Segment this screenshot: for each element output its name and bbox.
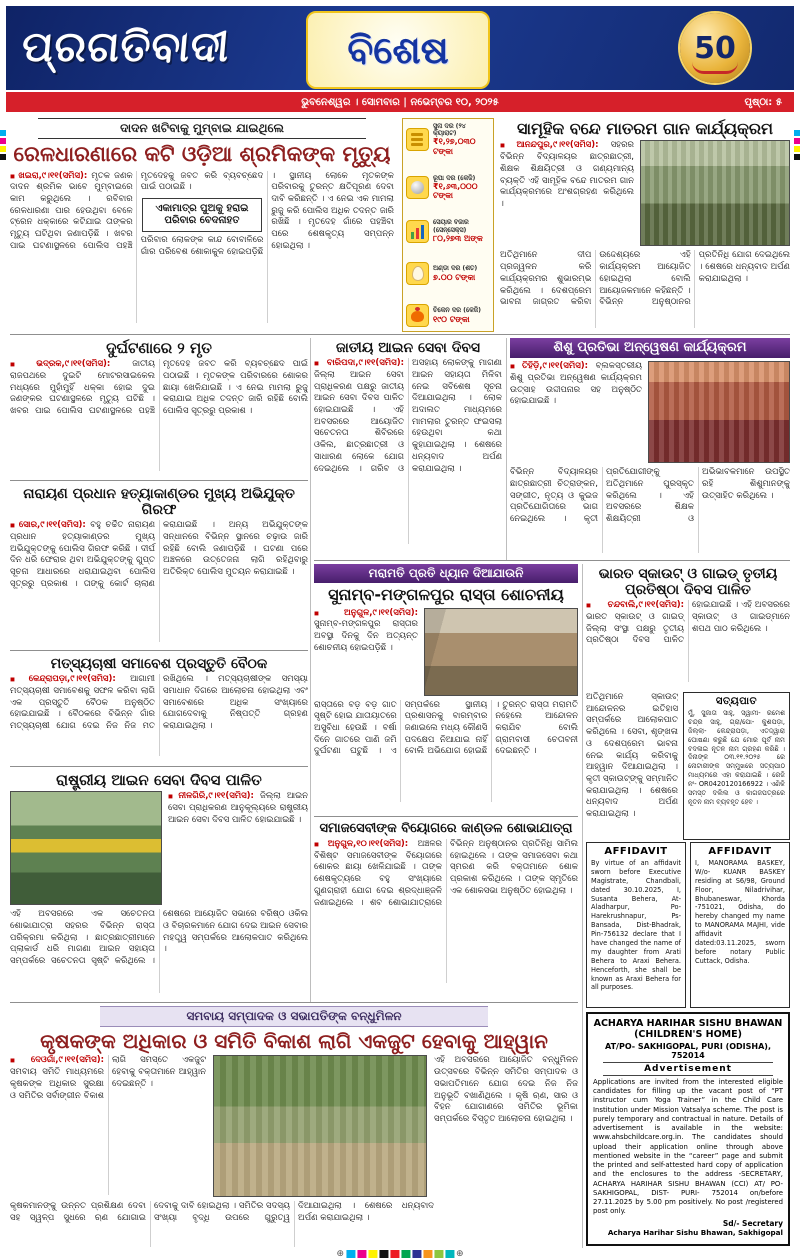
ad-signature-org: Acharya Harihar Sishu Bhawan, Sakhigopal: [607, 1227, 783, 1237]
rasta-body-bottom: [314, 700, 578, 802]
article-narayan: [10, 480, 308, 648]
rasta-dateline: ◼ ଅନୁଗୁଳ,୯।୧୧(ସମିସ):: [314, 608, 418, 618]
photo-law-day-rally: [10, 791, 162, 905]
samajsevi-dateline: ◼ ଅନୁଗୁଳ,୧୦।୧୧(ସମିସ):: [314, 839, 408, 849]
egg-icon: [406, 262, 429, 285]
ad-body-text: Applications are invited from the interested eligible candidates for filling up the vacant post of “PT instructor cum Yoga Trainer” in the Child Care Institution under Mission Vatsalya scheme. The post is purely temporary and contractual in nature. Details of advertisement is available in the website: www.ahsbchildcare.org.in. The candidates should upload their application online through above mentioned website in the “career” page and submit the printed and self-attested hard copy of application and the enclosures to the address -SECRETARY, ACHARYA HARIHAR SISHU BHAWAN (CCI) AT/ PO- SAKHIGOPAL, DIST- PURI- 752014 on/before 27.11.2025 by 5.00 pm positively. No post /registered post only.: [593, 1077, 783, 1216]
rastriya-text-1: ଜିଲ୍ଲା ଆଇନ ସେବା ପ୍ରାଧିକରଣ ଆନୁକୂଲ୍ୟରେ ରାଷ୍ଟ୍ରୀୟ ଆଇନ ସେବା ଦିବସ ପାଳିତ ହୋଇଯାଇଛି ।: [168, 791, 308, 825]
section-divider: [10, 1002, 578, 1003]
stock-chart-icon: [406, 220, 429, 243]
rate-label: ରୂପା ଦର (କେଜି): [433, 174, 476, 182]
photo-bande-mataram-group: [640, 140, 790, 246]
bande-text-2: ଅତିଥିମାନେ ଦୀପ ପ୍ରଜ୍ୱଳନ କରି କାର୍ଯ୍ୟକ୍ରମର ଶୁଭାରମ୍ଭ କରିଥିଲେ । ଦେଶପ୍ରେମ ଭାବନା ଜାଗ୍ରତ କରିବା ଉଦ୍ଦେଶ୍ୟରେ ଏହି କାର୍ଯ୍ୟକ୍ରମ ଆୟୋଜିତ ହୋଇଥିଲା ବୋଲି ଆୟୋଜକମାନେ କହିଛନ୍ତି । ବିଭିନ୍ନ ଅନୁଷ୍ଠାନର ପ୍ରତିନିଧି ଯୋଗ ଦେଇଥିଲେ । ଶେଷରେ ଧନ୍ୟବାଦ ଅର୍ପଣ କରାଯାଇଥିଲା ।: [500, 250, 790, 308]
article-lead: [10, 118, 394, 332]
article-krushak: [10, 1006, 578, 1246]
print-registration-marks-right: [794, 130, 800, 160]
affidavit-2-body: I, MANORAMA BASKEY, W/o- KUANR BASKEY residing at S6/98, Ground Floor, Niladrivihar, Bhubaneswar, Khorda -751021, Odisha, do hereby changed my name to MANORAMA MAJHI, vide affidavit dated:03.11.2025, sworn before notary Public Cuttack, Odisha.: [695, 859, 785, 965]
date-line: ଭୁବନେଶ୍ୱର । ସୋମବାର | ନଭେମ୍ବର ୧୦, ୨୦୨୫: [301, 96, 499, 108]
section-divider: [10, 334, 790, 335]
krushak-body-bottom: [10, 1201, 578, 1247]
satyapata-notice: [683, 692, 790, 840]
jatiya-headline: ଜାତୀୟ ଆଇନ ସେବା ଦିବସ: [335, 340, 481, 356]
satyapata-title: ସତ୍ୟପାତ: [715, 696, 758, 707]
chicken-icon: [406, 304, 429, 327]
rate-label: ସୁନା ଦର (୨୪ କ୍ୟାରାଟ): [433, 123, 466, 138]
krushak-headline: କୃଷକଙ୍କ ଅଧିକାର ଓ ସମିତି ବିକାଶ ଲାଗି ଏକଜୁଟ ହେବାକୁ ଆହ୍ୱାନ: [40, 1029, 548, 1053]
affidavit-notice-1: [586, 842, 686, 1008]
print-registration-marks-left: [0, 130, 6, 160]
sishu-headline: ଶିଶୁ ପ୍ରତିଭା ଅନ୍ୱେଷଣ କାର୍ଯ୍ୟକ୍ରମ: [510, 338, 790, 358]
samajsevi-body: [314, 839, 578, 983]
anniversary-number: 50: [694, 30, 736, 66]
anniversary-50-emblem: [680, 13, 750, 83]
newspaper-title: ପ୍ରଗତିବାଦୀ: [19, 22, 232, 71]
bande-body-bottom: [500, 250, 790, 328]
matsya-headline: ମତ୍ସ୍ୟଚାଷୀ ସମାବେଶ ପ୍ରସ୍ତୁତି ବୈଠକ: [50, 656, 268, 672]
article-rasta: [314, 564, 578, 812]
bande-dateline: ◼ ଆନନ୍ଦପୁର,୯।୧୧(ସମିସ):: [500, 140, 599, 150]
jatiya-dateline: ◼ ବାରିପଦା,୯।୧୧(ସମିସ):: [314, 358, 404, 368]
article-durghatana: [10, 338, 308, 478]
registration-mark: ⊕: [456, 1249, 464, 1259]
article-bande-mataram: [500, 118, 790, 332]
scouts-continuation-and-satyapata: [586, 692, 790, 840]
matsya-dateline: ◼ କେନ୍ଦ୍ରାପଡ଼ା,୯।୧୧(ସମିସ):: [10, 674, 116, 684]
lead-dateline: ◼ ଖଇରା,୯।୧୧(ସମିସ):: [10, 171, 87, 181]
sishu-body-left: [510, 361, 642, 461]
section-divider: [314, 560, 790, 561]
rastriya-body-right: [168, 791, 308, 903]
column-rule: [582, 564, 583, 1248]
rastriya-dateline: ◼ ନୀଳଗିରି,୯।୧୧(ସମିସ):: [168, 791, 254, 801]
samajsevi-text: ଅଞ୍ଚଳର ବିଶିଷ୍ଟ ସମାଜସେବୀଙ୍କ ବିୟୋଗରେ ଶୋକର ଛାୟା ଖେଳିଯାଇଛି । ତାଙ୍କ ଶେଷକୃତ୍ୟରେ ବହୁ ସଂଖ୍ୟାରେ ଗୁଣଗ୍ରାହୀ ଯୋଗ ଦେଇ ଶ୍ରଦ୍ଧାଞ୍ଜଳି ଜଣାଇଥିଲେ । ଶବ ଶୋଭାଯାତ୍ରାରେ ବିଭିନ୍ନ ଅନୁଷ୍ଠାନର ପ୍ରତିନିଧି ସାମିଲ ହୋଇଥିଲେ । ତାଙ୍କ ସମାଜସେବା କଥା ସ୍ମରଣ କରି ବକ୍ତାମାନେ ଶୋକ ପ୍ରକାଶ କରିଥିଲେ । ତାଙ୍କ ସ୍ମୃତିରେ ଏକ ଶୋକସଭା ଅନୁଷ୍ଠିତ ହୋଇଥିଲା ।: [314, 838, 578, 908]
rate-value: ୭.୦୦ ଟଙ୍କା: [433, 272, 476, 282]
print-color-bar: [336, 1250, 463, 1258]
bande-body-left: [500, 140, 634, 244]
rate-value: ₹୧,୬୩,୦୦୦ ଟଙ୍କା: [433, 182, 478, 201]
article-scouts: [586, 564, 790, 690]
krushak-body-left: [10, 1055, 206, 1195]
rastriya-text-2: ଏହି ଅବସରରେ ଏକ ସଚେତନତା ଶୋଭାଯାତ୍ରା ସହରର ବିଭିନ୍ନ ରାସ୍ତା ପରିକ୍ରମା କରିଥିଲା । ଛାତ୍ରଛାତ୍ରୀମାନେ ପ୍ଲାକାର୍ଡ ଧରି ମାଗଣା ଆଇନ ସହାୟତା ସମ୍ପର୍କରେ ସଚେତନତା ସୃଷ୍ଟି କରିଥିଲେ । ଶେଷରେ ଆୟୋଜିତ ସଭାରେ ବରିଷ୍ଠ ଓକିଲ ଓ ବିଚାରକମାନେ ଯୋଗ ଦେଇ ଆଇନ ସେବାର ମହତ୍ତ୍ୱ ସମ୍ପର୍କରେ ଆଲୋକପାତ କରିଥିଲେ ।: [10, 909, 308, 967]
affidavit-1-title: AFFIDAVIT: [604, 846, 668, 857]
jatiya-body: [314, 358, 502, 544]
rasta-headline: ସୁନାମ୍ବ-ମଙ୍ଗଳପୁର ରାସ୍ତା ଶୋଚନୀୟ: [328, 585, 564, 605]
matsya-text: ଆଗାମୀ ମତ୍ସ୍ୟଚାଷୀ ସମାବେଶକୁ ସଫଳ କରିବା ଲାଗି ଏକ ପ୍ରସ୍ତୁତି ବୈଠକ ଅନୁଷ୍ଠିତ ହୋଇଯାଇଛି । ବୈଠକରେ ବିଭିନ୍ନ ଗାଁର ମତ୍ସ୍ୟଚାଷୀ ଯୋଗ ଦେଇ ନିଜ ନିଜ ମତ ରଖିଥିଲେ । ମତ୍ସ୍ୟଚାଷୀଙ୍କ ସମସ୍ୟା ସମାଧାନ ଦିଗରେ ଆଲୋଚନା ହୋଇଥିଲା ଏବଂ ସମାବେଶରେ ଅଧିକ ସଂଖ୍ୟାରେ ଯୋଗଦେବାକୁ ନିଷ୍ପତ୍ତି ଗ୍ରହଣ କରାଯାଇଥିଲା ।: [10, 674, 308, 731]
ad-label: Advertisement: [603, 1062, 773, 1076]
rate-label: ଅଣ୍ଡା ଦର (ଶତ): [433, 265, 478, 273]
rasta-text-2: ରାସ୍ତାରେ ବଡ଼ ବଡ଼ ଗାତ ସୃଷ୍ଟି ହୋଇ ଯାତାୟାତରେ ଅସୁବିଧା ହେଉଛି । ବର୍ଷା ଦିନେ ଗାତରେ ପାଣି ଜମି ଦୁର୍ଘଟଣା ଘଟୁଛି । ଏ ସମ୍ପର୍କରେ ସ୍ଥାନୀୟ ପ୍ରଶାସନକୁ ବାରମ୍ବାର ଜଣାଇଲେ ମଧ୍ୟ କୌଣସି ପଦକ୍ଷେପ ନିଆଯାଇ ନାହିଁ ବୋଲି ଅଭିଯୋଗ ହୋଇଛି । ତୁରନ୍ତ ରାସ୍ତା ମରାମତି ନହେଲେ ଆନ୍ଦୋଳନ କରାଯିବ ବୋଲି ଗ୍ରାମବାସୀ ଚେତାବନୀ ଦେଇଛନ୍ତି ।: [314, 699, 578, 757]
scouts-body-continued: [586, 692, 678, 840]
samajsevi-headline: ସମାଜସେବୀଙ୍କ ବିୟୋଗରେ କାଣ୍ଡଳ ଶୋଭାଯାତ୍ରା: [319, 821, 573, 836]
photo-damaged-road: [424, 608, 578, 696]
date-bar: [6, 92, 794, 112]
affidavit-notice-2: [690, 842, 790, 1008]
article-rastriya: [10, 766, 308, 1000]
edition-label: ବିଶେଷ: [347, 27, 449, 72]
sishu-text-1: ବ୍ଲକସ୍ତରୀୟ ଶିଶୁ ପ୍ରତିଭା ଅନ୍ୱେଷଣ କାର୍ଯ୍ୟକ୍ରମ ଉତ୍ସାହ ଉଦ୍ଦୀପନାର ସହ ଅନୁଷ୍ଠିତ ହୋଇଯାଇଛି ।: [510, 361, 642, 407]
narayan-headline: ନାରାୟଣ ପ୍ରଧାନ ହତ୍ୟାକାଣ୍ଡର ମୁଖ୍ୟ ଅଭିଯୁକ୍ତ ଗିରଫ: [23, 486, 295, 519]
gold-bars-icon: [406, 128, 429, 151]
durghatana-body: [10, 359, 308, 471]
bande-headline: ସାମୂହିକ ବନ୍ଦେ ମାତରମ ଗାନ କାର୍ଯ୍ୟକ୍ରମ: [516, 119, 774, 138]
photo-sishu-stage: [648, 361, 790, 463]
jatiya-text: ଜିଲ୍ଲା ଆଇନ ସେବା ପ୍ରାଧିକରଣ ପକ୍ଷରୁ ଜାତୀୟ ଆଇନ ସେବା ଦିବସ ପାଳିତ ହୋଇଯାଇଛି । ଏହି ଅବସରରେ ଆୟୋଜିତ ସଚେତନତା ଶିବିରରେ ଓକିଲ, ଛାତ୍ରଛାତ୍ରୀ ଓ ସାଧାରଣ ଲୋକେ ଯୋଗ ଦେଇଥିଲେ । ଗରିବ ଓ ଅସହାୟ ଲୋକଙ୍କୁ ମାଗଣା ଆଇନ ସହାୟତା ମିଳିବା ନେଇ ସବିଶେଷ ସୂଚନା ଦିଆଯାଇଥିଲା । ଲୋକ ଅଦାଲତ ମାଧ୍ୟମରେ ମାମଲାର ତୁରନ୍ତ ଫଇସଲା ହେଉଥିବା କଥା କୁହାଯାଇଥିଲା । ଶେଷରେ ଧନ୍ୟବାଦ ଅର୍ପଣ କରାଯାଇଥିଲା ।: [314, 358, 502, 474]
rate-row-sensex: [406, 219, 490, 243]
article-sishu: [510, 338, 790, 558]
durghatana-dateline: ◼ ଭଦ୍ରକ,୯।୧୧(ସମିସ):: [10, 359, 110, 369]
ad-signature: Sd/- Secretary: [722, 1218, 783, 1228]
scouts-dateline: ◼ ଚନ୍ଦବାଲି,୯।୧୧(ସମିସ):: [586, 600, 684, 610]
krushak-kicker: ସମବାୟ ସମ୍ପାଦକ ଓ ସଭାପତିଙ୍କ ବନ୍ଧୁମିଳନ: [100, 1006, 488, 1027]
durghatana-text: ଜାତୀୟ ରାଜପଥରେ ଦୁଇଟି ମୋଟରସାଇକେଲ ମଧ୍ୟରେ ମୁହାଁମୁହିଁ ଧକ୍କା ହୋଇ ଦୁଇ ଜଣଙ୍କର ଘଟଣାସ୍ଥଳରେ ମୃତ୍ୟୁ ଘଟିଛି । ଖବର ପାଇ ପୋଲିସ ଘଟଣାସ୍ଥଳରେ ପହଞ୍ଚି ମୃତଦେହ ଜବତ କରି ବ୍ୟବଚ୍ଛେଦ ପାଇଁ ପଠାଇଛି । ମୃତକଙ୍କ ପରିବାରରେ ଶୋକର ଛାୟା ଖେଳିଯାଇଛି । ଏ ନେଇ ମାମଲା ରୁଜୁ କରାଯାଇ ଅଧିକ ତଦନ୍ତ ଜାରି ରହିଛି ବୋଲି ପୋଲିସ ସୂତ୍ରରୁ ପ୍ରକାଶ ।: [10, 359, 308, 417]
registration-mark: ⊕: [336, 1249, 344, 1259]
column-rule: [310, 338, 311, 1002]
rasta-kicker: ମରାମତି ପ୍ରତି ଧ୍ୟାନ ଦିଆଯାଉନି: [314, 564, 578, 583]
ad-org-address: AT/PO- SAKHIGOPAL, PURI (ODISHA), 752014: [605, 1041, 771, 1060]
masthead: [6, 6, 794, 90]
satyapata-body: ମୁଁ, ସୁଜାତା ସାହୁ, ସ୍ୱାମୀ- ରମେଶ ଚନ୍ଦ୍ର ସାହୁ, ଗ୍ରା/ପୋ- କୁଶପଡ଼ା, ଜିଲ୍ଲା- କେନ୍ଦ୍ରାପଡ଼ା, ଏତଦ୍ଦ୍ୱାରା ଘୋଷଣା କରୁଛି ଯେ ମୋର ପୂର୍ବ ନାମ ବଦଳାଇ ନୂତନ ନାମ ଗ୍ରହଣ କରିଛି । ଦିନାଙ୍କ ୦୩.୧୧.୨୦୨୫ ରେ ନୋଟାରୀଙ୍କ ସମ୍ମୁଖରେ ସତ୍ୟପାଠ ମାଧ୍ୟମରେ ଏହା କରାଯାଇଛି । ରେଜି ନଂ- OR0420120166922 । ଏଣିକି ସମସ୍ତ ଦଲିଲ ଓ କାଗଜପତ୍ରରେ ନୂତନ ନାମ ବ୍ୟବହୃତ ହେବ ।: [688, 709, 785, 806]
scouts-headline: ଭାରତ ସ୍କାଉଟ୍ ଓ ଗାଇଡ୍ ତୃତୀୟ ପ୍ରତିଷ୍ଠା ଦିବସ ପାଳିତ: [598, 566, 778, 599]
market-rates-box: [402, 118, 494, 332]
article-matsya: [10, 650, 308, 764]
sishu-text-2: ବିଭିନ୍ନ ବିଦ୍ୟାଳୟର ଛାତ୍ରଛାତ୍ରୀ ଚିତ୍ରାଙ୍କନ, ସଙ୍ଗୀତ, ନୃତ୍ୟ ଓ କୁଇଜ ପ୍ରତିଯୋଗିତାରେ ଭାଗ ନେଇଥିଲେ । କୃତୀ ପ୍ରତିଯୋଗୀଙ୍କୁ ଅତିଥିମାନେ ପୁରସ୍କୃତ କରିଥିଲେ । ଏହି ଅବସରରେ ଶିକ୍ଷକ ଶିକ୍ଷୟିତ୍ରୀ ଓ ଅଭିଭାବକମାନେ ଉପସ୍ଥିତ ରହି ଶିଶୁମାନଙ୍କୁ ଉତ୍ସାହିତ କରିଥିଲେ ।: [510, 467, 790, 525]
rate-label: ସେୟାର ବଜାର (ସେନ୍ସେକ୍ସ): [433, 219, 469, 234]
affidavit-1-body: By virtue of an affidavit sworn before Executive Magistrate, Chandbali, dated 30.10.2025, I, Susanta Behera, At-Aladharpur, Po-Harekrushnapur, Ps-Bansada, Dist-Bhadrak, Pin-756132 declare that I have changed the name of my daughter from Arati Behera to Araxi Behera. Henceforth, she shall be known as Araxi Behera for all purposes.: [591, 859, 681, 992]
rate-value: ୮୦,୨୭୩ ଅଙ୍କ: [433, 233, 483, 243]
article-samajsevi: [314, 816, 578, 1000]
lead-headline: ରେଳଧାରଣାରେ କଟି ଓଡ଼ିଆ ଶ୍ରମିକଙ୍କ ମୃତ୍ୟୁ: [13, 142, 391, 166]
rate-row-gold: [406, 123, 490, 156]
ad-org-name: ACHARYA HARIHAR SISHU BHAWAN (CHILDREN'S HOME): [593, 1018, 783, 1041]
rate-row-egg: [406, 262, 490, 285]
rate-row-chicken: [406, 304, 490, 327]
rate-value: ₹୧,୨୭,୦୩୦ ଟଙ୍କା: [433, 137, 476, 156]
lead-kicker: ଦାଦନ ଖଟିବାକୁ ମୁମ୍ବାଇ ଯାଇଥିଲେ: [38, 118, 366, 139]
krushak-body-right: [434, 1055, 578, 1195]
krushak-text-2: ଏହି ଅବସରରେ ଆୟୋଜିତ ବନ୍ଧୁମିଳନ ଉତ୍ସବରେ ବିଭିନ୍ନ ସମିତିର ସମ୍ପାଦକ ଓ ସଭାପତିମାନେ ଯୋଗ ଦେଇ ନିଜ ନିଜ ଅନୁଭୂତି ବଖାଣିଥିଲେ । କୃଷି ଋଣ, ସାର ଓ ବିହନ ଯୋଗାଣରେ ସମିତିର ଭୂମିକା ସମ୍ପର୍କରେ ବିସ୍ତୃତ ଆଲୋଚନା ହୋଇଥିଲା ।: [434, 1055, 578, 1124]
krushak-dateline: ◼ ଦେଓଗାଁ,୯।୧୧(ସମିସ):: [10, 1055, 104, 1065]
lead-text-1: ମୃତକ ଜଣକ ଦାଦନ ଶ୍ରମିକ ଭାବେ ମୁମ୍ବାଇରେ କାମ କରୁଥିଲେ । ରବିବାର ରେଳଧାରଣା ପାର ହେଉଥିବା ବେଳେ ଟ୍ରେନ ଧକ୍କାରେ କଟିଯାଇ ତାଙ୍କର ମୃତ୍ୟୁ ଘଟିଥିବା ଜଣାପଡ଼ିଛି । ଖବର ପାଇ ଘଟଣାସ୍ଥଳରେ ପୋଲିସ ପହଞ୍ଚି ମୃତଦେହକୁ ଜବତ କରି ବ୍ୟବଚ୍ଛେଦ ପାଇଁ ପଠାଇଛି ।: [10, 170, 264, 251]
sishu-dateline: ◼ ତିହିଡ଼ି,୯।୧୧(ସମିସ):: [510, 361, 588, 371]
narayan-dateline: ◼ ସୋର,୯।୧୧(ସମିସ):: [10, 520, 86, 530]
scouts-text-1: ଭାରତ ସ୍କାଉଟ୍ ଓ ଗାଇଡ୍ ଜିଲ୍ଲା ସଂସ୍ଥା ପକ୍ଷରୁ ତୃତୀୟ ପ୍ରତିଷ୍ଠା ଦିବସ ପାଳିତ ହୋଇଯାଇଛି । ଏହି ଅବସରରେ ସ୍କାଉଟ୍ ଓ ଗାଇଡ୍‌ମାନେ ଶପଥ ପାଠ କରିଥିଲେ ।: [586, 600, 790, 646]
matsya-body: [10, 674, 308, 756]
rate-value: ୧୯୦ ଟଙ୍କା: [433, 314, 470, 324]
rate-row-silver: [406, 175, 490, 201]
advertisement-box: [586, 1012, 790, 1246]
sishu-body-bottom: [510, 467, 790, 553]
affidavit-row: [586, 842, 790, 1008]
silver-coin-icon: [406, 176, 429, 199]
lead-body: [10, 171, 394, 323]
krushak-text-1: ସମବାୟ ସମିତି ମାଧ୍ୟମରେ କୃଷକଙ୍କ ଅଧିକାର ସୁରକ୍ଷା ଓ ସମିତିର ସର୍ବାଙ୍ଗୀନ ବିକାଶ ଲାଗି ସମସ୍ତେ ଏକଜୁଟ ହେବାକୁ ବକ୍ତାମାନେ ଆହ୍ୱାନ ଦେଇଛନ୍ତି ।: [10, 1055, 206, 1101]
affidavit-2-title: AFFIDAVIT: [708, 846, 772, 857]
column-rule: [506, 338, 507, 560]
scouts-text-2: ଅତିଥିମାନେ ସ୍କାଉଟ୍ ଆନ୍ଦୋଳନର ଇତିହାସ ସମ୍ପର୍କରେ ଆଲୋକପାତ କରିଥିଲେ । ସେବା, ଶୃଙ୍ଖଳା ଓ ଦେଶପ୍ରେମ ଭାବନା ନେଇ କାର୍ଯ୍ୟ କରିବାକୁ ଆହ୍ୱାନ ଦିଆଯାଇଥିଲା । କୃତୀ ସ୍କାଉଟ୍‌ଙ୍କୁ ସମ୍ମାନିତ କରାଯାଇଥିଲା । ଶେଷରେ ଧନ୍ୟବାଦ ଅର୍ପଣ କରାଯାଇଥିଲା ।: [586, 692, 678, 820]
rasta-text-1: ସୁନାମ୍ବ-ମଙ୍ଗଳପୁର ରାସ୍ତାର ଅବସ୍ଥା ଦିନକୁ ଦିନ ଅତ୍ୟନ୍ତ ଶୋଚନୀୟ ହୋଇପଡ଼ିଛି ।: [314, 619, 418, 653]
rastriya-headline: ରାଷ୍ଟ୍ରୀୟ ଆଇନ ସେବା ଦିବସ ପାଳିତ: [56, 771, 262, 789]
rastriya-body-bottom: [10, 909, 308, 993]
rasta-body-left: [314, 608, 418, 694]
lead-text-2: ପରିବାର ଲୋକଙ୍କ କାନ୍ଦ ବୋବାଳିରେ ଗାଁର ପରିବେଶ ଶୋକାକୁଳ ହୋଇପଡ଼ିଛି । ସ୍ଥାନୀୟ ଲୋକେ ମୃତକଙ୍କ ପରିବାରକୁ ତୁରନ୍ତ କ୍ଷତିପୂରଣ ଦେବା ଦାବି କରିଛନ୍ତି । ଏ ନେଇ ଏକ ମାମଲା ରୁଜୁ କରି ପୋଲିସ ଅଧିକ ତଦନ୍ତ ଜାରି ରଖିଛି । ମୃତଦେହ ଗାଁରେ ପହଞ୍ଚିବା ପରେ ଶେଷକୃତ୍ୟ ସମ୍ପନ୍ନ ହୋଇଥିଲା ।: [140, 170, 394, 257]
lead-inset-subhead: ଏକାମାତ୍ର ପୁଅକୁ ହରାଇ ପରିବାର ବେଦନାହତ: [142, 198, 263, 232]
photo-farmers-meeting: [213, 1055, 427, 1197]
durghatana-headline: ଦୁର୍ଘଟଣାରେ ୨ ମୃତ: [106, 339, 212, 357]
scouts-body: [586, 600, 790, 682]
rate-label: ଚିକେନ ଦର (କେଜି): [433, 307, 482, 315]
narayan-text: ବହୁ ଚର୍ଚ୍ଚିତ ନାରାୟଣ ପ୍ରଧାନ ହତ୍ୟାକାଣ୍ଡର ମୁଖ୍ୟ ଅଭିଯୁକ୍ତଙ୍କୁ ପୋଲିସ ଗିରଫ କରିଛି । ଦୀର୍ଘ ଦିନ ଧରି ଫେରାର ଥିବା ଅଭିଯୁକ୍ତଙ୍କୁ ଗୁପ୍ତ ସୂଚନା ଆଧାରରେ ଧରାଯାଇଥିବା ପୋଲିସ ସୂତ୍ରରୁ ପ୍ରକାଶ । ତାଙ୍କୁ କୋର୍ଟ ଚାଲାଣ କରାଯାଇଛି । ଅନ୍ୟ ଅଭିଯୁକ୍ତଙ୍କ ସନ୍ଧାନରେ ବିଭିନ୍ନ ସ୍ଥାନରେ ଚଢ଼ାଉ ଜାରି ରହିଛି ବୋଲି ଜଣାପଡ଼ିଛି । ଘଟଣା ପରେ ଅଞ୍ଚଳରେ ଉତ୍ତେଜନା ଲାଗି ରହିଥିବାରୁ ଅତିରିକ୍ତ ପୋଲିସ ମୁତୟନ କରାଯାଇଛି ।: [10, 520, 308, 589]
page-number: ପୃଷ୍ଠା: ୫: [744, 96, 782, 108]
krushak-text-3: କୃଷକମାନଙ୍କୁ ଉନ୍ନତ ପ୍ରଶିକ୍ଷଣ ଦେବା ସହ ସ୍ୱଳ୍ପ ସୁଧରେ ଋଣ ଯୋଗାଇ ଦେବାକୁ ଦାବି ହୋଇଥିଲା । ସମିତିର ସଦସ୍ୟ ସଂଖ୍ୟା ବୃଦ୍ଧି ଉପରେ ଗୁରୁତ୍ୱ ଦିଆଯାଇଥିଲା । ଶେଷରେ ଧନ୍ୟବାଦ ଅର୍ପଣ କରାଯାଇଥିଲା ।: [10, 1201, 434, 1224]
narayan-body: [10, 520, 308, 642]
edition-box: [306, 11, 490, 89]
article-jatiya: [314, 338, 502, 558]
bande-text-1: ସହରର ବିଭିନ୍ନ ବିଦ୍ୟାଳୟର ଛାତ୍ରଛାତ୍ରୀ, ଶିକ୍ଷକ ଶିକ୍ଷୟିତ୍ରୀ ଓ ଗଣ୍ୟମାନ୍ୟ ବ୍ୟକ୍ତି ଏହି ସାମୂହିକ ବନ୍ଦେ ମାତରମ ଗାନ କାର୍ଯ୍ୟକ୍ରମରେ ଅଂଶଗ୍ରହଣ କରିଥିଲେ ।: [500, 140, 634, 209]
